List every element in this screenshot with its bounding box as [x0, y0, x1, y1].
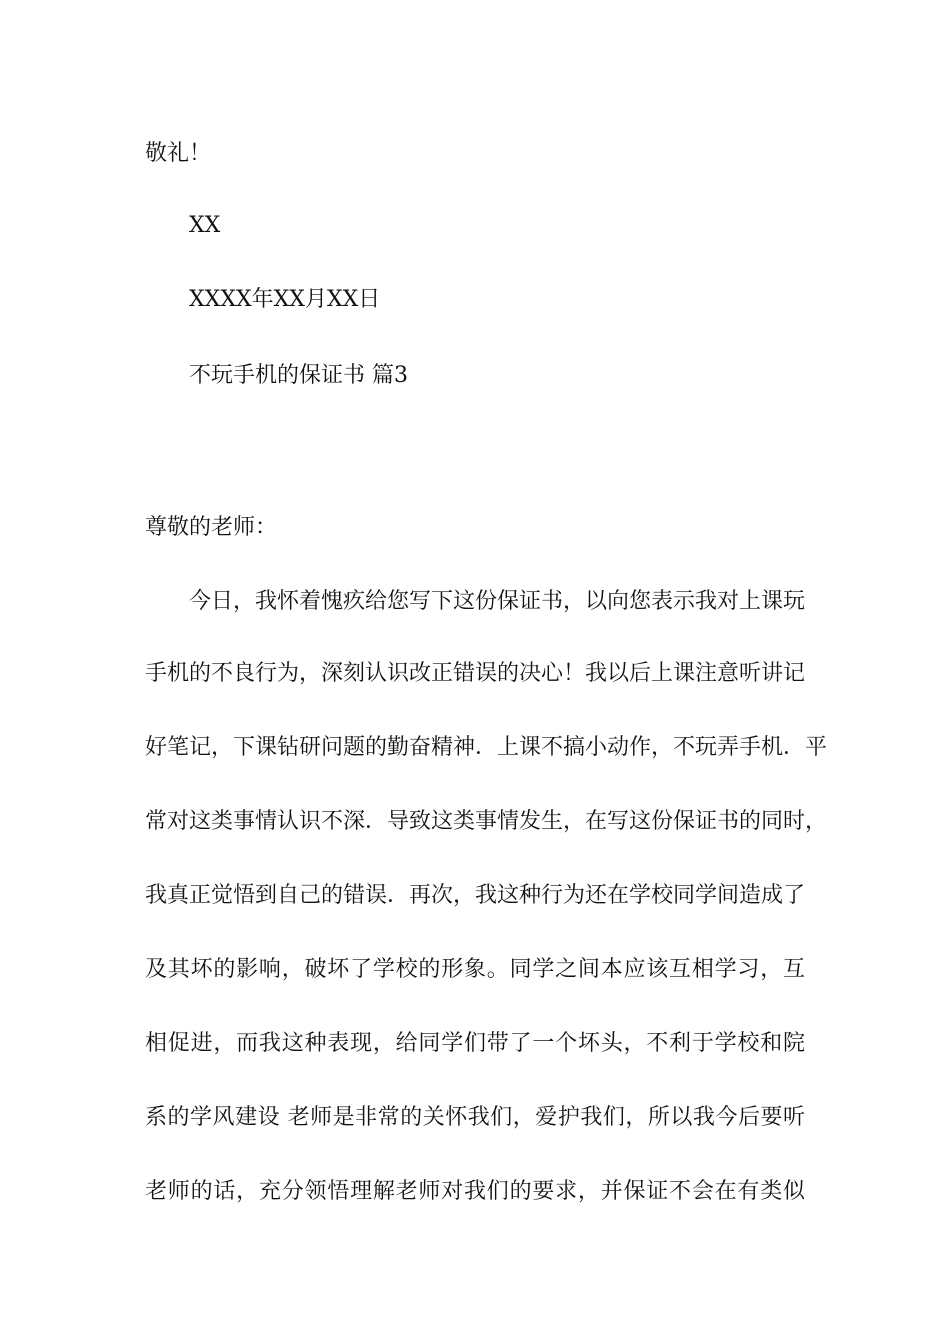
closing-salute: 敬礼！ — [145, 141, 212, 166]
letter-greeting: 尊敬的老师： — [145, 515, 278, 540]
paragraph-line: 系的学风建设 老师是非常的关怀我们，爱护我们，所以我今后要听 — [145, 1105, 805, 1130]
paragraph-line: 相促进，而我这种表现，给同学们带了一个坏头，不利于学校和院 — [145, 1031, 805, 1056]
paragraph-line: 及其坏的影响，破坏了学校的形象。同学之间本应该互相学习，互 — [145, 957, 805, 982]
paragraph-line: 常对这类事情认识不深．导致这类事情发生，在写这份保证书的同时， — [145, 809, 828, 834]
paragraph-line: 我真正觉悟到自己的错误．再次，我这种行为还在学校同学间造成了 — [145, 883, 806, 908]
section-title: 不玩手机的保证书 篇3 — [189, 363, 408, 388]
paragraph-line: 好笔记，下课钻研问题的勤奋精神．上课不搞小动作，不玩弄手机．平 — [145, 735, 828, 760]
signature-date: XXXX年XX月XX日 — [189, 287, 381, 312]
paragraph-line: 今日，我怀着愧疚给您写下这份保证书，以向您表示我对上课玩 — [189, 589, 806, 614]
signature: XX — [189, 213, 221, 238]
paragraph-line: 手机的不良行为，深刻认识改正错误的决心！我以后上课注意听讲记 — [145, 661, 806, 686]
paragraph-line: 老师的话，充分领悟理解老师对我们的要求，并保证不会在有类似 — [145, 1179, 805, 1204]
